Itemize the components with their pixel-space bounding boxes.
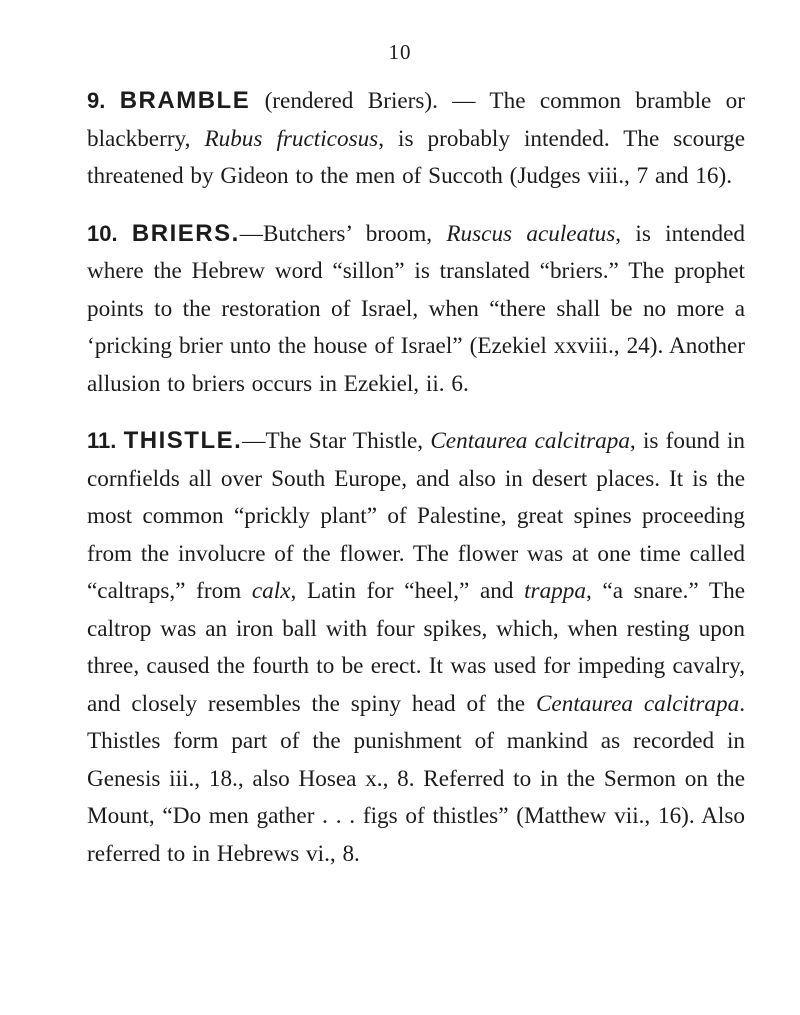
italic-term: calx	[251, 578, 291, 604]
text-run: , “a snare.” The caltrop was an iron ball with four spikes, which, when resting upon three, caused the fourth to be erect. It was used for impeding cavalry, and closely resembles the spiny head of the	[87, 578, 745, 717]
italic-term: Centaurea calcitrapa	[535, 690, 740, 717]
text-run: , is found in cornfields all over South Europe, and also in desert places. It is the most common “prickly plant” of Palestine, great spines proceeding from the involucre of the flower. The flower was at one time called “caltraps,” from	[87, 428, 746, 604]
text-run: , is intended where the Hebrew word “sillon” is translated “briers.” The prophet points to the restoration of Israel, when “there shall be no more a ‘pricking brier unto the house of Israel” (Ezekiel xxviii., 24). Another allusion to briers occurs in Ezekiel, ii. 6.	[87, 220, 746, 397]
entry-bramble	[87, 82, 745, 196]
italic-term: Ruscus aculeatus	[446, 220, 616, 247]
page-number: 10	[388, 40, 412, 64]
entry-heading: BRIERS.	[131, 219, 240, 247]
entry-text	[87, 428, 745, 867]
italic-term: Centaurea calcitrapa	[430, 428, 630, 454]
text-run: . Thistles form part of the punishment of mankind as recorded in Genesis iii., 18., also Hosea x., 8. Referred to in the Sermon on the Mount, “Do men gather . . . figs of thistles” (Matthew vii., 16). Also referred to in Hebrews vi., 8.	[87, 690, 745, 867]
entry-number: 10.	[87, 220, 118, 246]
entry-number: 11.	[87, 428, 117, 453]
page-body	[87, 82, 745, 892]
text-run: , is probably intended. The scourge threatened by Gideon to the men of Succoth (Judges viii., 7 and 16).	[87, 125, 745, 189]
entry-briers	[87, 215, 745, 404]
entry-thistle	[87, 422, 745, 873]
text-run: , Latin for “heel,” and	[290, 578, 525, 604]
entry-heading: BRAMBLE	[119, 87, 251, 114]
italic-term: trappa	[524, 578, 586, 604]
italic-term: Rubus fructicosus	[204, 125, 379, 152]
text-run: —Butchers’ broom,	[239, 220, 447, 247]
text-run: (rendered Briers). — The common bramble or blackberry,	[87, 88, 745, 152]
entry-heading: THISTLE.	[123, 427, 243, 454]
text-run: —The Star Thistle,	[242, 428, 431, 454]
entry-number: 9.	[87, 88, 106, 113]
